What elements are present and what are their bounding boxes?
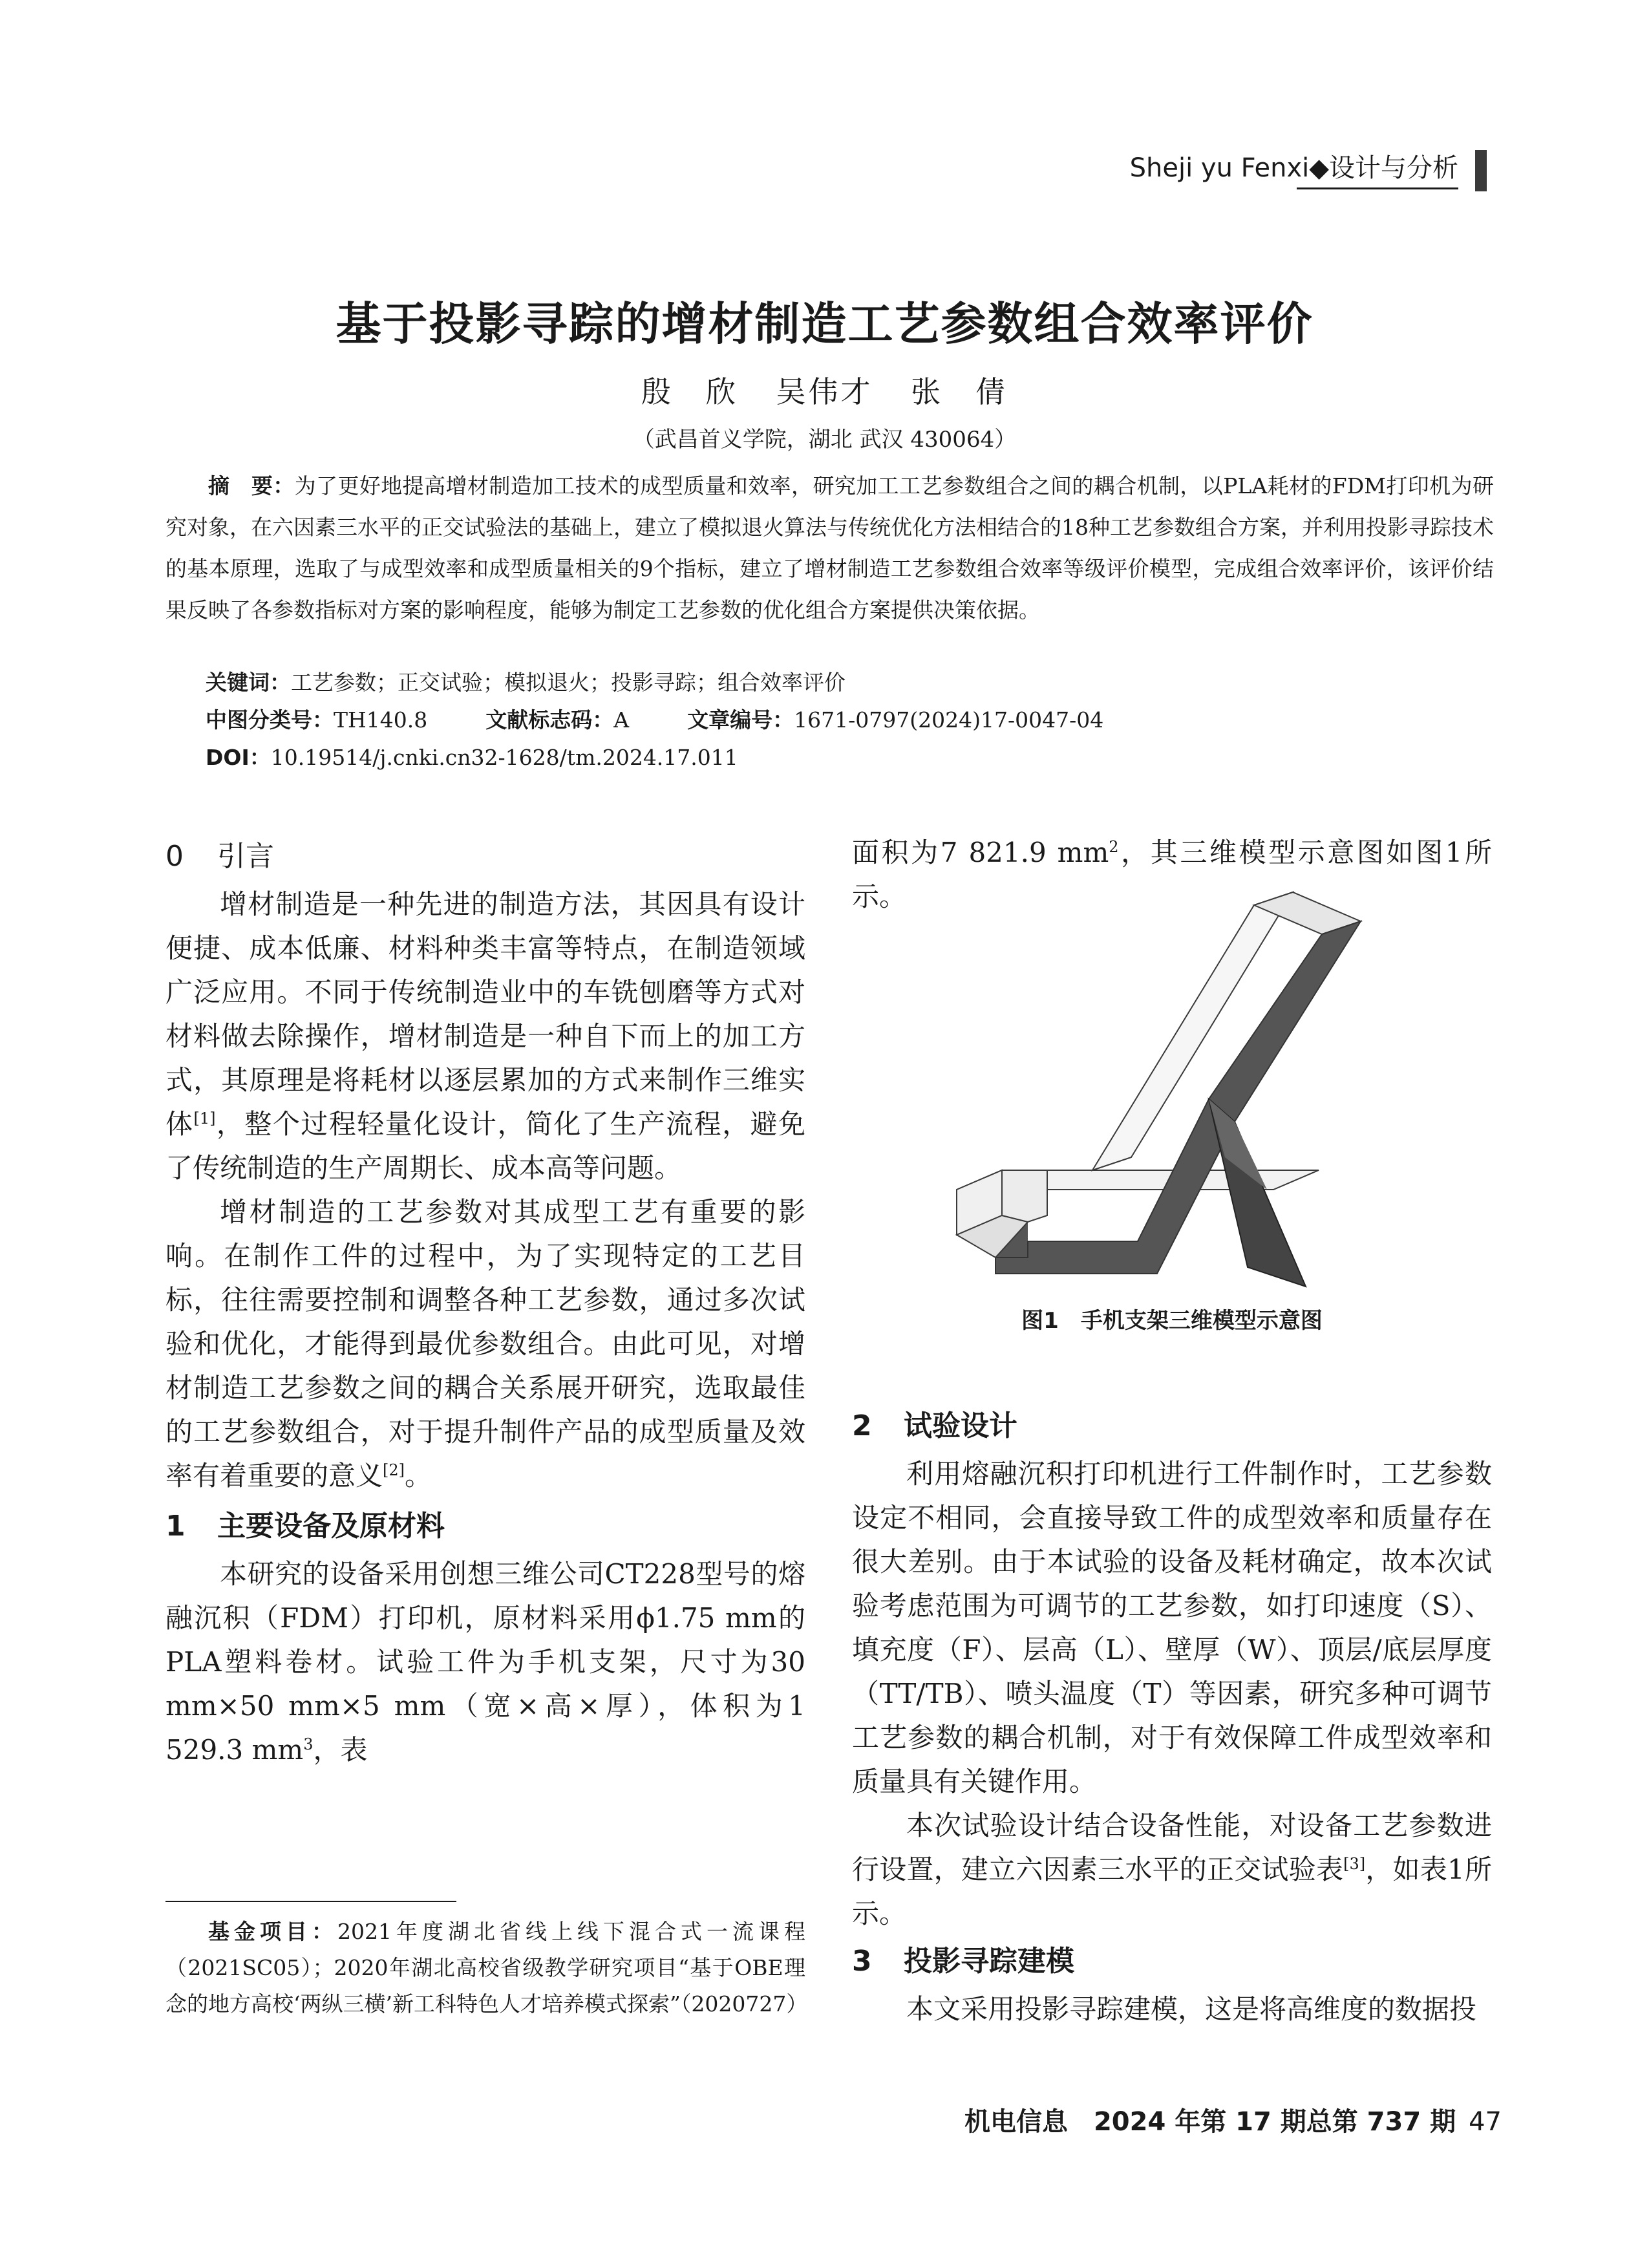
author-2: 吴伟才 — [776, 374, 873, 409]
phone-stand-model-image — [931, 886, 1422, 1300]
classification — [206, 703, 1103, 734]
abstract-label: 摘 要： — [208, 473, 295, 498]
funding-text: 2021年度湖北省线上线下混合式一流课程（2021SC05）；2020年湖北高校省级教学研究项目“基于OBE理念的地方高校‘两纵三横’新工科特色人才培养模式探索”（2020727） — [165, 1919, 808, 2017]
keywords — [206, 666, 846, 696]
running-header — [1129, 147, 1487, 193]
equipment-paragraph: 本研究的设备采用创想三维公司CT228型号的熔融沉积（FDM）打印机，原材料采用ϕ1.75 mm的PLA塑料卷材。试验工件为手机支架，尺寸为30 mm×50 mm×5 mm（宽×高×厚），体积为1 529.3 $mm^3$，表 — [165, 1558, 805, 1766]
header-rule — [1297, 187, 1458, 189]
section-3-heading: 3 投影寻踪建模 — [852, 1945, 1074, 1978]
equipment-paragraph-continued: 面积为7 821.9 $mm^2$，其三维模型示意图如图1所示。 — [852, 837, 1492, 912]
funding-label: 基金项目： — [208, 1919, 338, 1944]
section-2-heading: 2 试验设计 — [852, 1409, 1017, 1442]
header-bar — [1475, 150, 1487, 191]
ref-2: [2] — [383, 1461, 405, 1479]
article-no-label: 文章编号： — [687, 707, 794, 733]
journal-issue: 机电信息 2024 年第 17 期总第 737 期 — [964, 2107, 1456, 2137]
abstract — [165, 465, 1494, 631]
doc-code-value: A — [613, 707, 630, 733]
header-section: 设计与分析 — [1329, 153, 1458, 183]
affiliation: （武昌首义学院，湖北 武汉 430064） — [632, 427, 1017, 453]
authors — [0, 369, 1649, 411]
footnote-rule — [165, 1901, 456, 1902]
author-3: 张 倩 — [911, 374, 1008, 409]
section-1-heading: 1 主要设备及原材料 — [165, 1510, 445, 1543]
keywords-label: 关键词： — [206, 670, 291, 695]
doi-value: 10.19514/j.cnki.cn32-1628/tm.2024.17.011 — [270, 745, 738, 770]
header-pinyin: Sheji yu Fenxi — [1129, 153, 1310, 183]
clc-value: TH140.8 — [334, 707, 428, 733]
design-paragraph-1: 利用熔融沉积打印机进行工件制作时，工艺参数设定不相同，会直接导致工件的成型效率和质量存在很大差别。由于本试验的设备及耗材确定，故本次试验考虑范围为可调节的工艺参数，如打印速度（S）、填充度（F）、层高（L）、壁厚（W）、顶层/底层厚度（TT/TB）、喷头温度（T）等因素，研究多种可调节工艺参数的耦合机制，对于有效保障工件成型效率和质量具有关键作用。 — [852, 1458, 1492, 1797]
intro-paragraph-2: 增材制造的工艺参数对其成型工艺有重要的影响。在制作工件的过程中，为了实现特定的工艺目标，往往需要控制和调整各种工艺参数，通过多次试验和优化，才能得到最优参数组合。由此可见，对增材制造工艺参数之间的耦合关系展开研究，选取最佳的工艺参数组合，对于提升制件产品的成型质量及效率有着重要的意义[2]。 — [165, 1196, 805, 1492]
article-no-value: 1671-0797(2024)17-0047-04 — [794, 707, 1104, 733]
paper-title: 基于投影寻踪的增材制造工艺参数组合效率评价 — [335, 297, 1314, 350]
abstract-text: 为了更好地提高增材制造加工技术的成型质量和效率，研究加工工艺参数组合之间的耦合机制，以PLA耗材的FDM打印机为研究对象，在六因素三水平的正交试验法的基础上，建立了模拟退火算法与传统优化方法相结合的18种工艺参数组合方案，并利用投影寻踪技术的基本原理，选取了与成型效率和成型质量相关的9个指标，建立了增材制造工艺参数组合效率等级评价模型，完成组合效率评价，该评价结果反映了各参数指标对方案的影响程度，能够为制定工艺参数的优化组合方案提供决策依据。 — [165, 473, 1494, 623]
page-footer — [964, 2101, 1502, 2138]
design-paragraph-2: 本次试验设计结合设备性能，对设备工艺参数进行设置，建立六因素三水平的正交试验表[3]，如表1所示。 — [852, 1810, 1492, 1929]
modeling-paragraph: 本文采用投影寻踪建模，这是将高维度的数据投 — [906, 1993, 1477, 2025]
doi-label: DOI： — [206, 745, 271, 770]
clc-label: 中图分类号： — [206, 707, 334, 733]
figure-1-caption: 图1 手机支架三维模型示意图 — [1021, 1308, 1323, 1334]
figure-1 — [931, 886, 1422, 1300]
author-1: 殷 欣 — [641, 374, 738, 409]
keywords-text: 工艺参数；正交试验；模拟退火；投影寻踪；组合效率评价 — [291, 670, 846, 695]
ref-3: [3] — [1343, 1855, 1366, 1873]
page-number: 47 — [1469, 2107, 1502, 2137]
intro-paragraph-1: 增材制造是一种先进的制造方法，其因具有设计便捷、成本低廉、材料种类丰富等特点，在制造领域广泛应用。不同于传统制造业中的车铣刨磨等方式对材料做去除操作，增材制造是一种自下而上的加工方式，其原理是将耗材以逐层累加的方式来制作三维实体[1]，整个过程轻量化设计，简化了生产流程，避免了传统制造的生产周期长、成本高等问题。 — [165, 888, 805, 1184]
doc-code-label: 文献标志码： — [485, 707, 614, 733]
header-diamond: ◆ — [1309, 153, 1329, 183]
doi — [206, 741, 738, 771]
ref-1: [1] — [193, 1109, 216, 1128]
funding-footnote — [165, 1914, 808, 2022]
left-column — [165, 831, 805, 1772]
section-0-heading: 0 引言 — [165, 840, 274, 873]
